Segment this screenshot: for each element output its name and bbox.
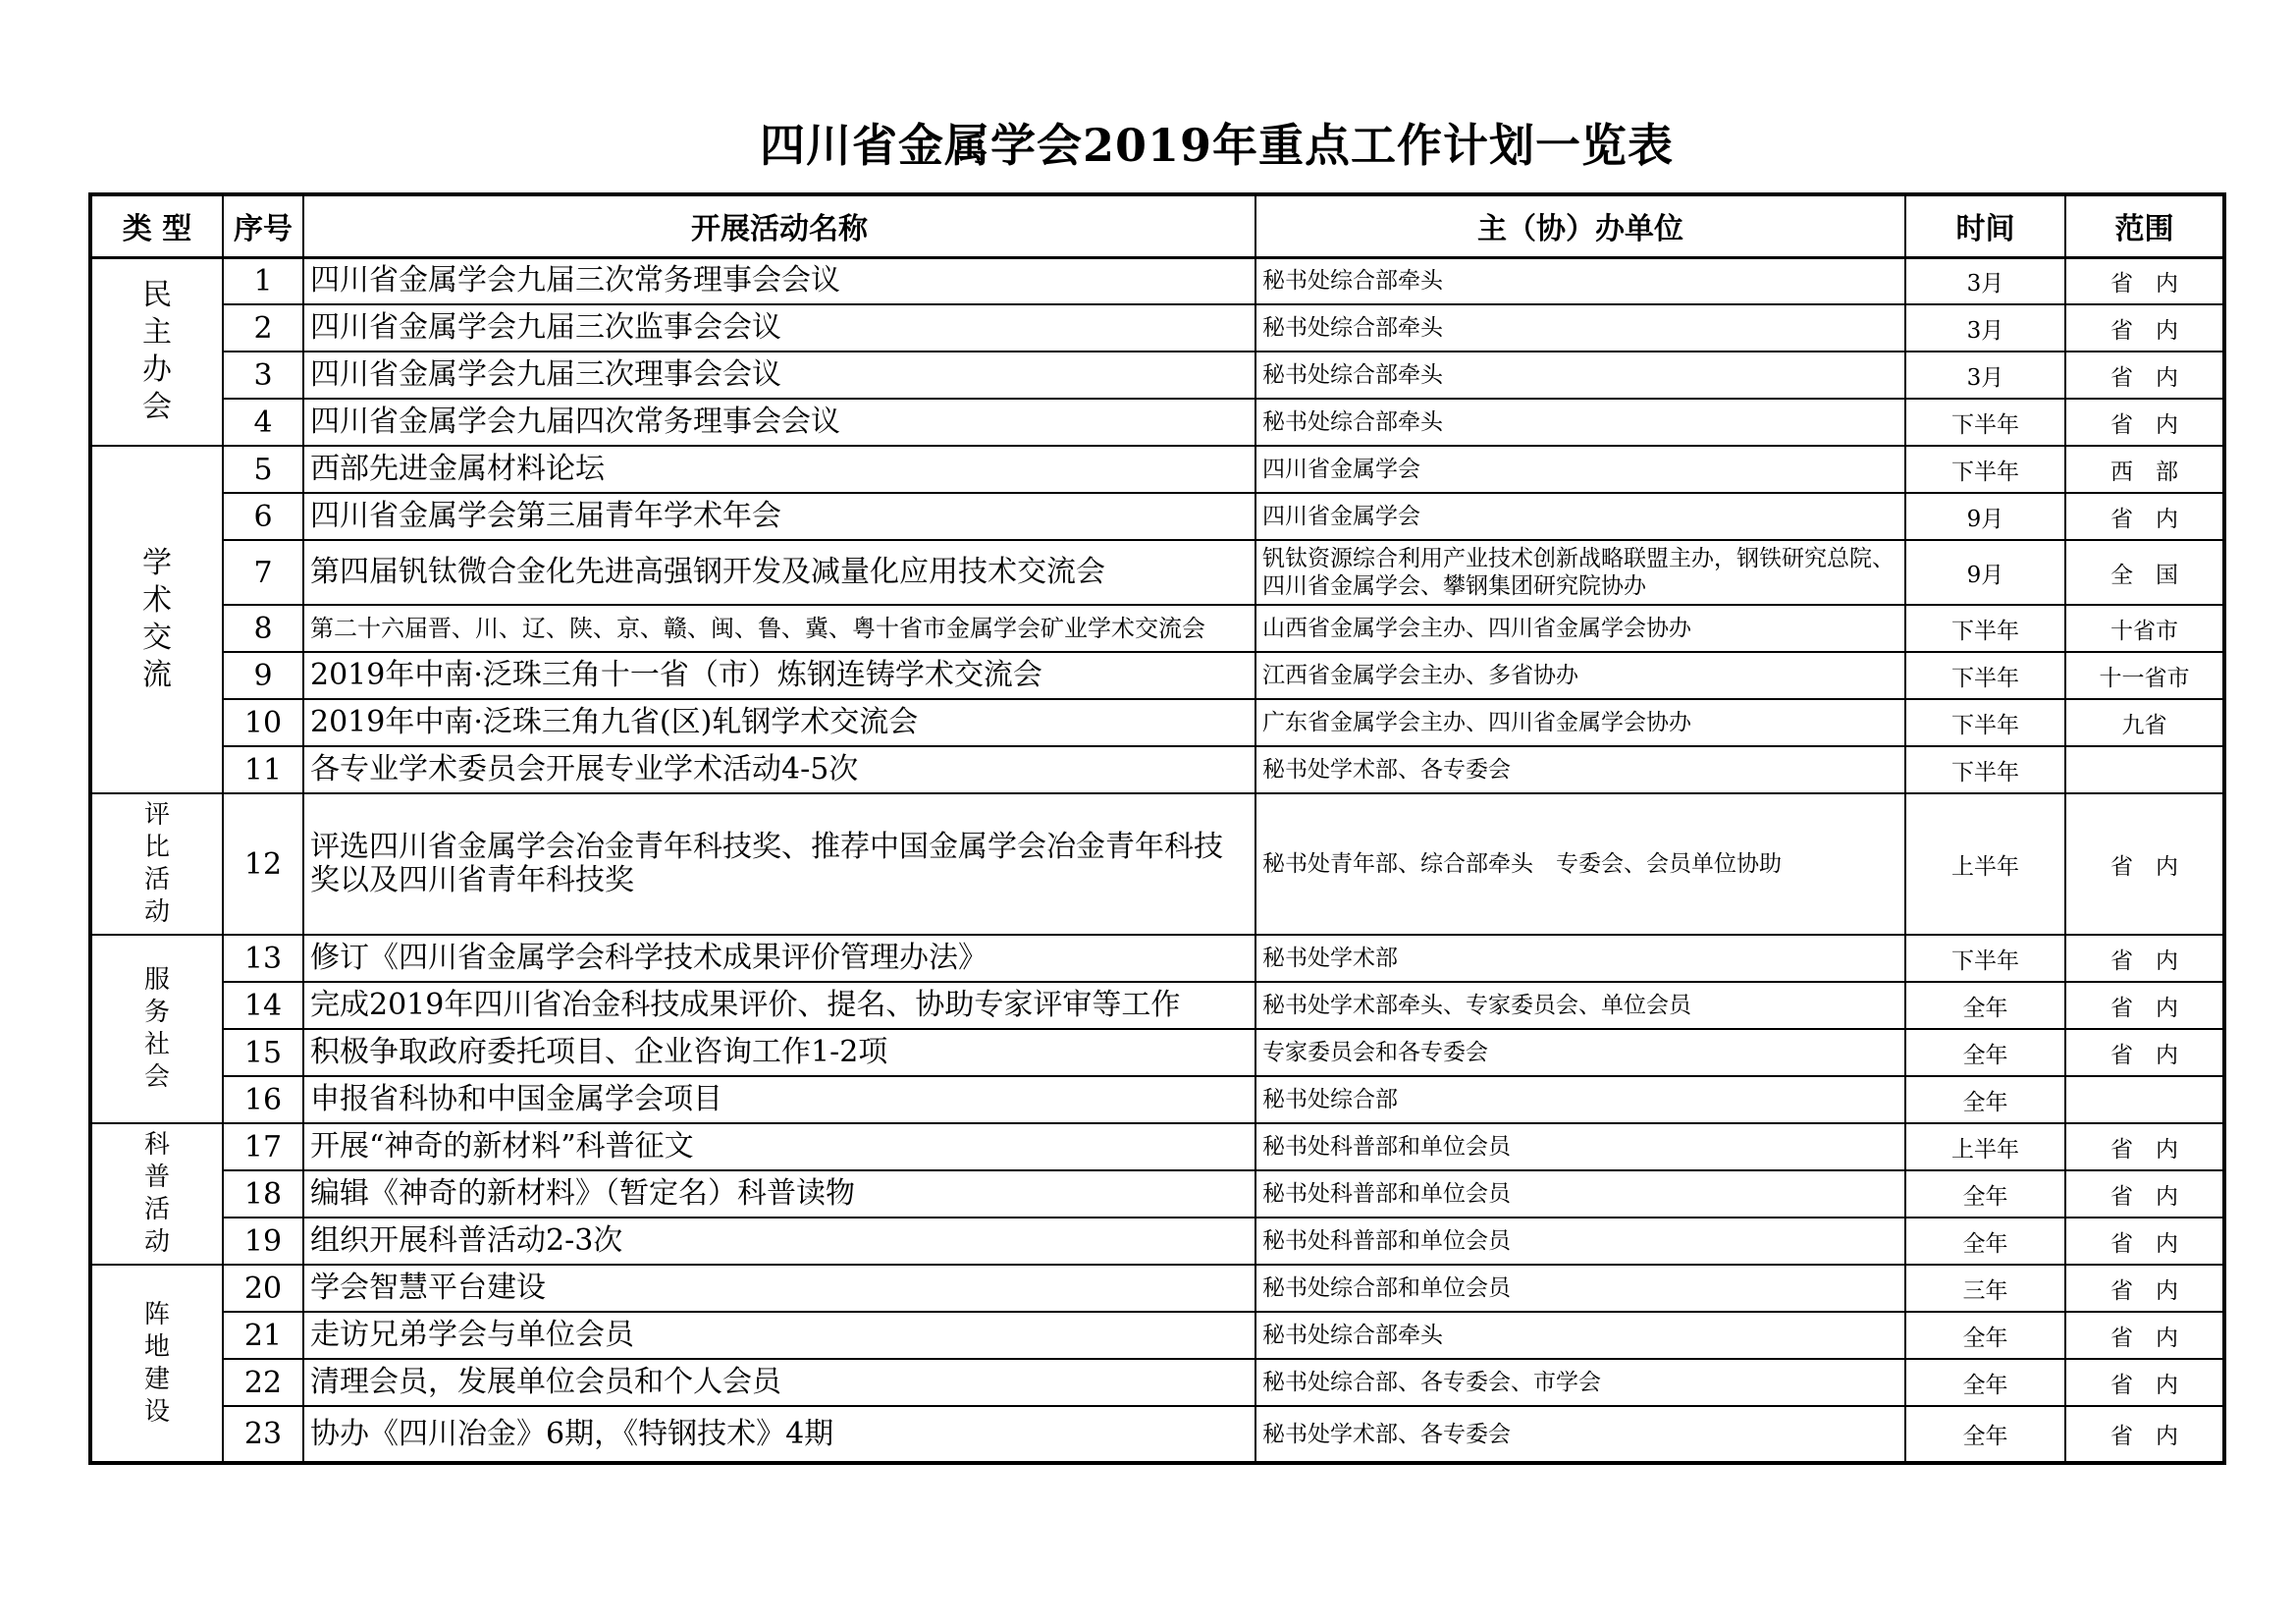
table-row [90,1218,2224,1265]
row-activity: 2019年中南·泛珠三角九省(区)轧钢学术交流会 [303,699,1255,746]
row-scope: 省 内 [2065,1170,2224,1218]
row-seq: 22 [223,1359,303,1406]
row-time: 3月 [1905,352,2065,399]
table-row [90,304,2224,352]
table-row [90,257,2224,304]
row-activity: 清理会员，发展单位会员和个人会员 [303,1359,1255,1406]
work-plan-table [88,192,2226,1465]
table-header-row [90,194,2224,257]
row-time: 全年 [1905,1029,2065,1076]
row-scope: 省 内 [2065,399,2224,446]
row-scope: 十省市 [2065,605,2224,652]
row-organizer: 秘书处综合部牵头 [1255,399,1905,446]
row-seq: 19 [223,1218,303,1265]
row-activity: 四川省金属学会九届三次常务理事会会议 [303,257,1255,304]
row-scope [2065,1076,2224,1123]
row-organizer: 秘书处综合部牵头 [1255,352,1905,399]
row-time: 下半年 [1905,935,2065,982]
row-organizer: 秘书处科普部和单位会员 [1255,1170,1905,1218]
row-time: 9月 [1905,540,2065,605]
row-activity: 四川省金属学会九届三次监事会会议 [303,304,1255,352]
row-organizer: 四川省金属学会 [1255,446,1905,493]
row-organizer: 秘书处学术部牵头、专家委员会、单位会员 [1255,982,1905,1029]
table-row [90,446,2224,493]
row-seq: 14 [223,982,303,1029]
row-scope: 省 内 [2065,935,2224,982]
row-activity: 第四届钒钛微合金化先进高强钢开发及减量化应用技术交流会 [303,540,1255,605]
row-time: 下半年 [1905,605,2065,652]
row-activity: 组织开展科普活动2-3次 [303,1218,1255,1265]
row-seq: 18 [223,1170,303,1218]
row-time: 全年 [1905,1170,2065,1218]
table-row [90,493,2224,540]
row-seq: 10 [223,699,303,746]
table-row [90,1123,2224,1170]
row-organizer: 秘书处学术部 [1255,935,1905,982]
row-organizer: 秘书处学术部、各专委会 [1255,746,1905,793]
table-row [90,1312,2224,1359]
row-time: 全年 [1905,982,2065,1029]
row-seq: 23 [223,1406,303,1463]
row-activity: 协办《四川冶金》6期，《特钢技术》4期 [303,1406,1255,1463]
table-row [90,1359,2224,1406]
row-activity: 学会智慧平台建设 [303,1265,1255,1312]
header-scope: 范围 [2065,194,2224,257]
header-name: 开展活动名称 [303,194,1255,257]
category-cell: 学术交流 [90,446,223,793]
row-time: 全年 [1905,1076,2065,1123]
table-row [90,793,2224,935]
header-time: 时间 [1905,194,2065,257]
row-organizer: 秘书处综合部牵头 [1255,257,1905,304]
row-scope: 省 内 [2065,1406,2224,1463]
table-row [90,699,2224,746]
row-time: 3月 [1905,257,2065,304]
row-scope: 省 内 [2065,1218,2224,1265]
row-time: 下半年 [1905,446,2065,493]
row-time: 三年 [1905,1265,2065,1312]
table-row [90,399,2224,446]
row-organizer: 江西省金属学会主办、多省协办 [1255,652,1905,699]
category-cell: 科普活动 [90,1123,223,1265]
table-row [90,652,2224,699]
row-seq: 17 [223,1123,303,1170]
row-seq: 3 [223,352,303,399]
row-time: 全年 [1905,1218,2065,1265]
row-organizer: 秘书处综合部和单位会员 [1255,1265,1905,1312]
header-org: 主（协）办单位 [1255,194,1905,257]
row-organizer: 秘书处科普部和单位会员 [1255,1123,1905,1170]
header-type: 类 型 [90,194,223,257]
category-cell: 服务社会 [90,935,223,1123]
row-time: 全年 [1905,1406,2065,1463]
row-seq: 1 [223,257,303,304]
row-activity: 开展“神奇的新材料”科普征文 [303,1123,1255,1170]
page-title: 四川省金属学会2019年重点工作计划一览表 [759,119,1675,172]
row-scope: 省 内 [2065,1359,2224,1406]
row-seq: 6 [223,493,303,540]
row-scope: 省 内 [2065,352,2224,399]
row-activity: 申报省科协和中国金属学会项目 [303,1076,1255,1123]
row-seq: 2 [223,304,303,352]
row-scope: 十一省市 [2065,652,2224,699]
row-scope: 省 内 [2065,793,2224,935]
row-time: 上半年 [1905,793,2065,935]
row-seq: 4 [223,399,303,446]
header-seq: 序号 [223,194,303,257]
row-seq: 16 [223,1076,303,1123]
row-activity: 评选四川省金属学会冶金青年科技奖、推荐中国金属学会冶金青年科技奖以及四川省青年科技奖 [303,793,1255,935]
row-time: 9月 [1905,493,2065,540]
table-row [90,746,2224,793]
row-organizer: 秘书处青年部、综合部牵头 专委会、会员单位协助 [1255,793,1905,935]
row-scope: 省 内 [2065,1123,2224,1170]
row-scope: 省 内 [2065,257,2224,304]
row-activity: 西部先进金属材料论坛 [303,446,1255,493]
row-time: 下半年 [1905,699,2065,746]
row-scope: 省 内 [2065,1029,2224,1076]
row-organizer: 秘书处科普部和单位会员 [1255,1218,1905,1265]
row-seq: 8 [223,605,303,652]
row-organizer: 专家委员会和各专委会 [1255,1029,1905,1076]
row-time: 下半年 [1905,746,2065,793]
row-seq: 12 [223,793,303,935]
row-seq: 15 [223,1029,303,1076]
row-activity: 编辑《神奇的新材料》（暂定名）科普读物 [303,1170,1255,1218]
row-scope: 九省 [2065,699,2224,746]
row-activity: 第二十六届晋、川、辽、陕、京、赣、闽、鲁、冀、粤十省市金属学会矿业学术交流会 [303,605,1255,652]
table-row [90,605,2224,652]
row-organizer: 秘书处综合部牵头 [1255,304,1905,352]
row-time: 全年 [1905,1359,2065,1406]
row-seq: 11 [223,746,303,793]
row-time: 上半年 [1905,1123,2065,1170]
row-seq: 9 [223,652,303,699]
row-activity: 各专业学术委员会开展专业学术活动4-5次 [303,746,1255,793]
row-seq: 5 [223,446,303,493]
row-seq: 20 [223,1265,303,1312]
row-organizer: 山西省金属学会主办、四川省金属学会协办 [1255,605,1905,652]
row-organizer: 钒钛资源综合利用产业技术创新战略联盟主办，钢铁研究总院、四川省金属学会、攀钢集团研究院协办 [1255,540,1905,605]
table-row [90,1170,2224,1218]
row-activity: 四川省金属学会第三届青年学术年会 [303,493,1255,540]
row-seq: 7 [223,540,303,605]
row-time: 下半年 [1905,652,2065,699]
table-row [90,1265,2224,1312]
row-time: 全年 [1905,1312,2065,1359]
table-row [90,1029,2224,1076]
category-cell: 民主办会 [90,257,223,446]
row-scope: 省 内 [2065,1312,2224,1359]
row-activity: 四川省金属学会九届三次理事会会议 [303,352,1255,399]
table-row [90,982,2224,1029]
row-organizer: 四川省金属学会 [1255,493,1905,540]
row-scope: 全 国 [2065,540,2224,605]
row-activity: 四川省金属学会九届四次常务理事会会议 [303,399,1255,446]
table-row [90,1076,2224,1123]
row-organizer: 秘书处综合部、各专委会、市学会 [1255,1359,1905,1406]
row-seq: 13 [223,935,303,982]
table-row [90,540,2224,605]
row-scope: 省 内 [2065,304,2224,352]
row-organizer: 广东省金属学会主办、四川省金属学会协办 [1255,699,1905,746]
row-activity: 积极争取政府委托项目、企业咨询工作1-2项 [303,1029,1255,1076]
row-activity: 修订《四川省金属学会科学技术成果评价管理办法》 [303,935,1255,982]
category-cell: 评比活动 [90,793,223,935]
row-activity: 完成2019年四川省冶金科技成果评价、提名、协助专家评审等工作 [303,982,1255,1029]
row-scope: 省 内 [2065,1265,2224,1312]
row-organizer: 秘书处综合部 [1255,1076,1905,1123]
category-cell: 阵地建设 [90,1265,223,1463]
row-time: 下半年 [1905,399,2065,446]
row-scope: 省 内 [2065,493,2224,540]
row-organizer: 秘书处综合部牵头 [1255,1312,1905,1359]
table-row [90,1406,2224,1463]
table-row [90,352,2224,399]
row-scope: 省 内 [2065,982,2224,1029]
row-scope [2065,746,2224,793]
row-organizer: 秘书处学术部、各专委会 [1255,1406,1905,1463]
table-row [90,935,2224,982]
row-seq: 21 [223,1312,303,1359]
row-activity: 2019年中南·泛珠三角十一省（市）炼钢连铸学术交流会 [303,652,1255,699]
row-scope: 西 部 [2065,446,2224,493]
row-activity: 走访兄弟学会与单位会员 [303,1312,1255,1359]
row-time: 3月 [1905,304,2065,352]
